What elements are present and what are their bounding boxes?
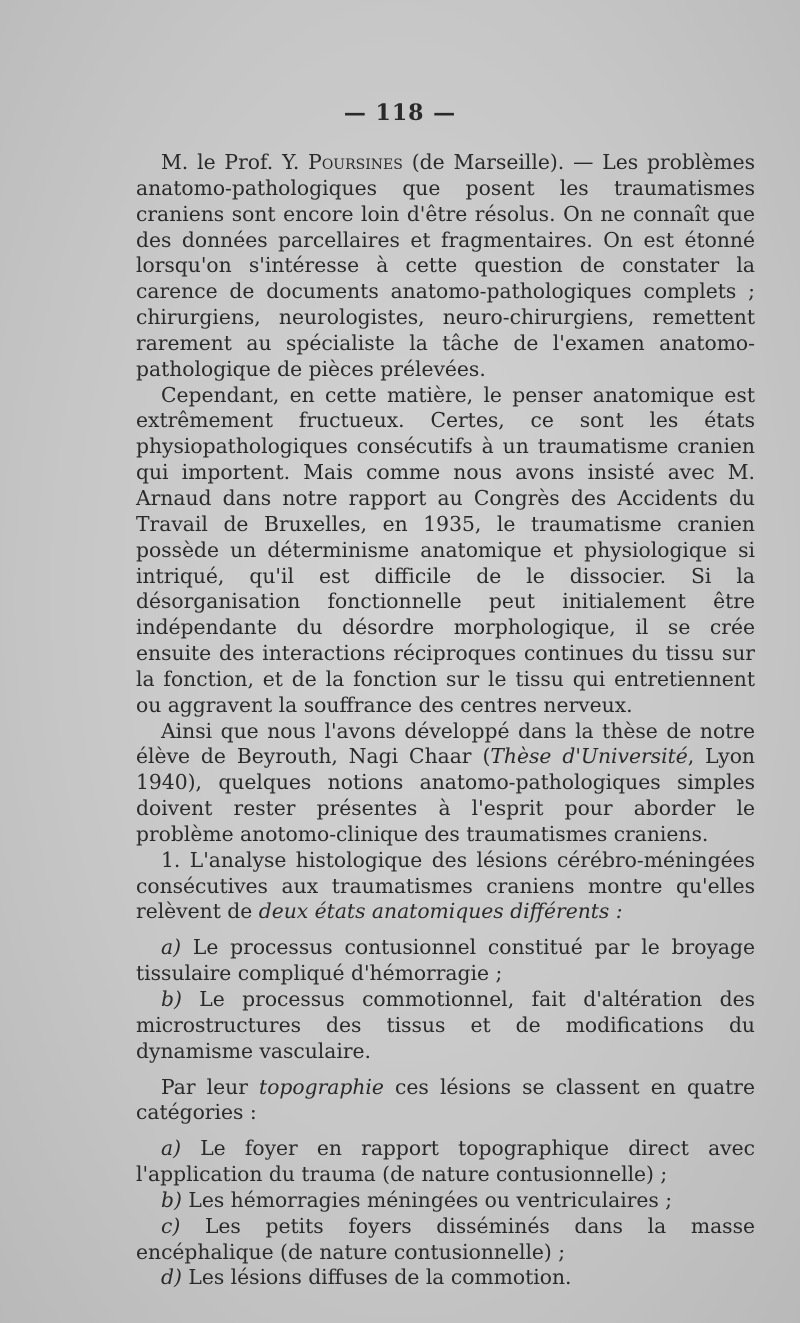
paragraph-analyse [136, 848, 755, 926]
emphasis-text: topographie [259, 1074, 384, 1099]
list-item-a-contusionnel [136, 935, 755, 987]
speaker-suffix: (de Marseille). [402, 150, 565, 174]
list-label: a) [161, 935, 182, 960]
paragraph-text: Par leur [161, 1074, 260, 1099]
paragraph-text: Ainsi que nous l'avons développé dans la thèse de notre élève de Beyrouth, Nagi Chaar ( [136, 718, 755, 769]
paragraph-text: ces lésions se classent en quatre catégories : [136, 1074, 755, 1125]
speaker-name: Poursines [308, 150, 403, 174]
list-item-a-foyer [136, 1136, 755, 1188]
paragraph-text: 1. L'analyse histologique des lésions cérébro-méningées consécutives aux traumatismes craniens montre qu'elles relèvent de [136, 847, 755, 924]
list-label: b) [161, 1187, 182, 1212]
list-text: Les petits foyers disséminés dans la masse encéphalique (de nature contusionnelle) ; [136, 1213, 755, 1264]
list-text: Le processus contusionnel constitué par le broyage tissulaire compliqué d'hémorragie ; [136, 935, 755, 986]
list-label: a) [161, 1136, 182, 1161]
body-text [136, 150, 755, 1291]
list-text: Les lésions diffuses de la commotion. [181, 1265, 572, 1290]
citation-title: Thèse d'Université [490, 744, 688, 769]
list-label: b) [161, 987, 182, 1011]
list-item-d-lesions-diffuses [136, 1265, 755, 1291]
list-text: Le foyer en rapport topographique direct avec l'application du trauma (de nature contusionnelle) ; [136, 1136, 755, 1187]
list-label: d) [161, 1265, 182, 1290]
emphasis-text: deux états anatomiques différents : [258, 899, 623, 924]
list-item-c-petits-foyers [136, 1214, 755, 1266]
paragraph-intervention [136, 150, 755, 383]
speaker-prefix: M. le Prof. Y. [161, 150, 309, 174]
list-item-b-hemorragies [136, 1188, 755, 1214]
paragraph-topographie [136, 1075, 755, 1127]
paragraph-ainsi [136, 719, 755, 848]
page-number: — 118 — [343, 100, 457, 126]
list-label: c) [161, 1213, 181, 1238]
list-text: Le processus commotionnel, fait d'altération des microstructures des tissus et de modifications du dynamisme vasculaire. [136, 987, 755, 1063]
list-item-b-commotionnel [136, 987, 755, 1065]
paragraph-text: , Lyon 1940), quelques notions anatomo-pathologiques simples doivent rester présentes à l'esprit pour aborder le problème anotomo-clinique des traumatismes craniens. [136, 744, 755, 846]
list-text: Les hémorragies méningées ou ventriculaires ; [181, 1187, 673, 1212]
paragraph-text: — Les problèmes anatomo-pathologiques que posent les traumatismes craniens sont encore loin d'être résolus. On ne connaît que des données parcellaires et fragmentaires. On est étonné lorsqu'on s'intéresse à cette question de constater la carence de documents anatomo-pathologiques complets ; chirurgiens, neurologistes, neuro-chirurgiens, remettent rarement au spécialiste la tâche de l'examen anatomo-pathologique de pièces prélevées. [136, 150, 756, 381]
paragraph-cependant: Cependant, en cette matière, le penser anatomique est extrêmement fructueux. Certes, ce sont les états physiopathologiques consécutifs à un traumatisme cranien qui importent. Mais comme nous avons insisté avec M. Arnaud dans notre rapport au Congrès des Accidents du Travail de Bruxelles, en 1935, le traumatisme cranien possède un déterminisme anatomique et physiologique si intriqué, qu'il est difficile de le dissocier. Si la désorganisation fonctionnelle peut initialement être indépendante du désordre morphologique, il se crée ensuite des interactions réciproques continues du tissu sur la fonction, et de la fonction sur le tissu qui entretiennent ou aggravent la souffrance des centres nerveux. [136, 382, 755, 717]
